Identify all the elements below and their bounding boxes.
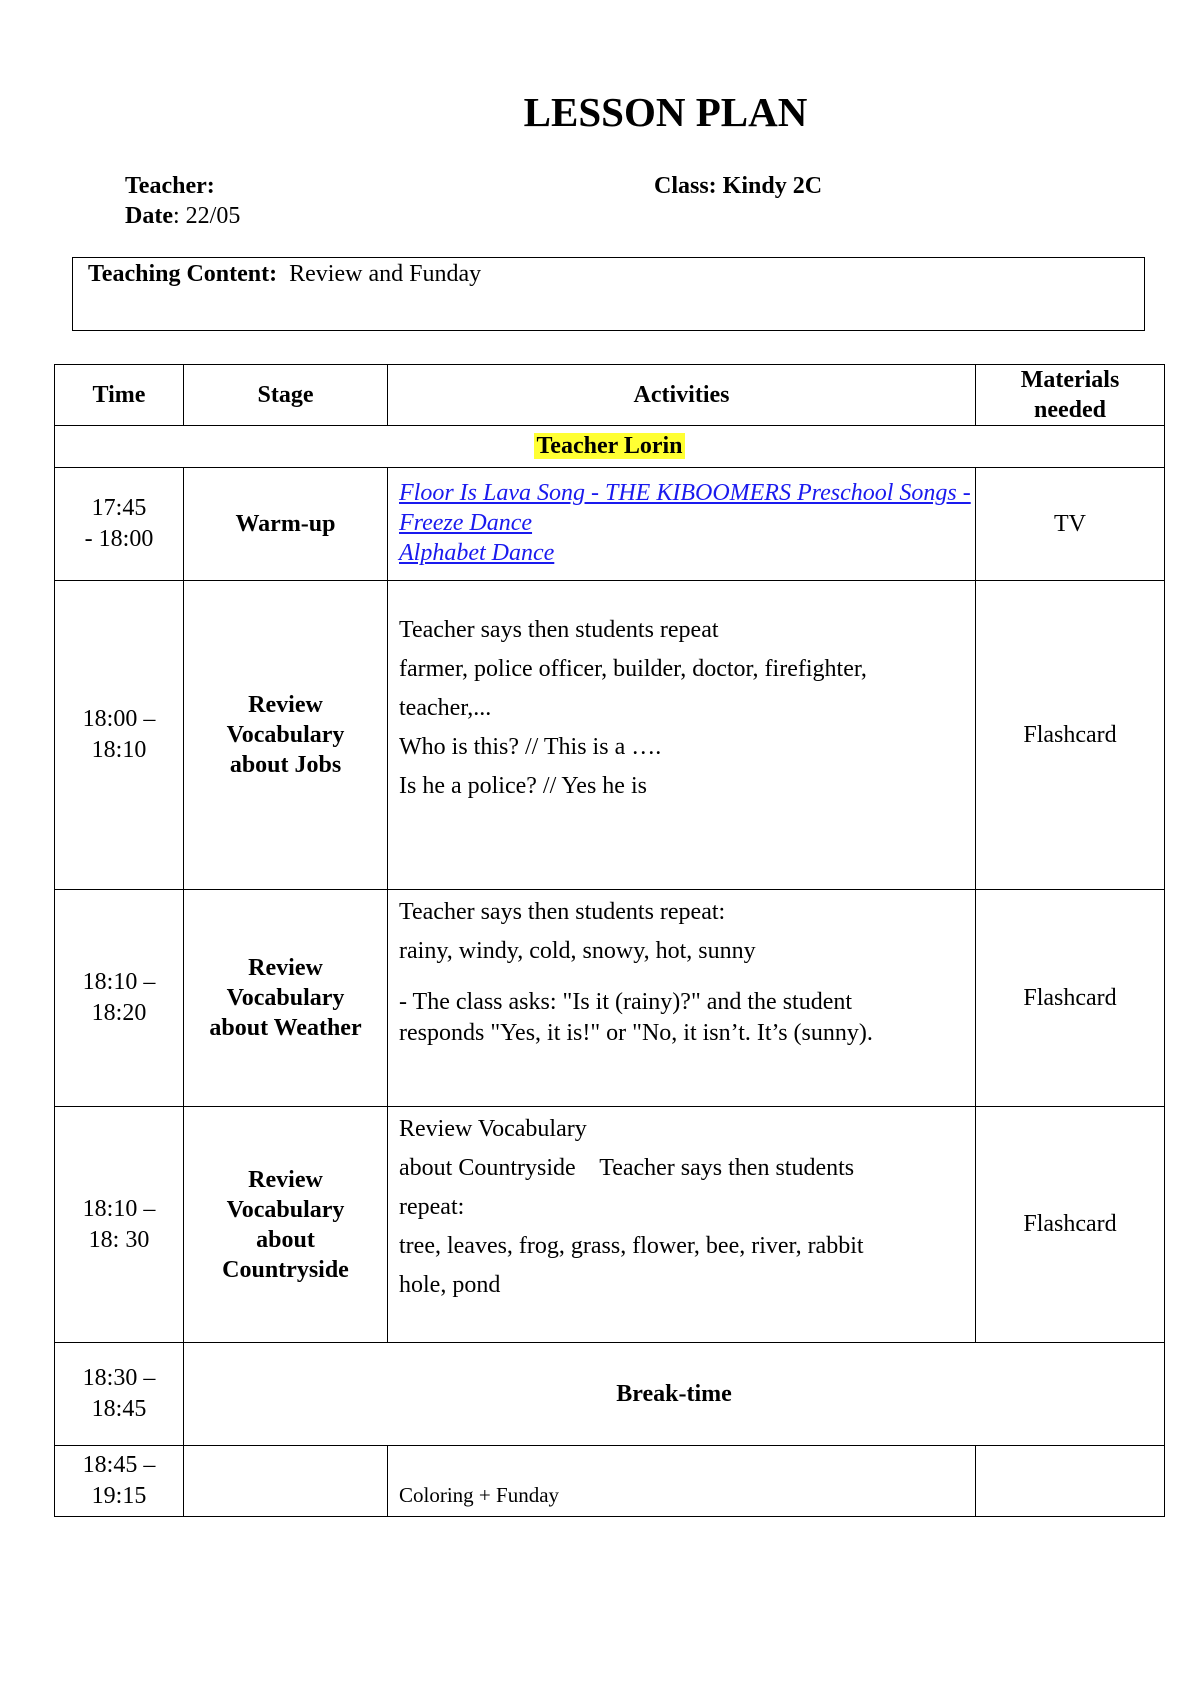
teacher-row-cell	[55, 426, 1165, 468]
stage-cell	[184, 890, 388, 1107]
time-start: 18:30 –	[82, 1365, 156, 1391]
stage-line: about	[256, 1226, 315, 1253]
header-materials-line2: needed	[1034, 397, 1106, 423]
stage-cell	[184, 581, 388, 890]
video-link-floor-is-lava[interactable]: Floor Is Lava Song - THE KIBOOMERS Preschool Songs - Freeze Dance	[399, 480, 971, 536]
time-start: 17:45	[91, 495, 147, 521]
activity-line: repeat:	[399, 1194, 465, 1220]
time-cell	[55, 1343, 184, 1446]
activities-cell: Coloring + Funday	[388, 1446, 976, 1517]
time-end: 19:15	[91, 1483, 147, 1509]
header-row	[55, 365, 1165, 426]
materials-cell: Flashcard	[976, 890, 1165, 1107]
time-cell	[55, 468, 184, 581]
activities-cell	[388, 581, 976, 890]
date-field	[125, 203, 240, 230]
activities-cell	[388, 890, 976, 1107]
materials-cell: Flashcard	[976, 1107, 1165, 1343]
time-cell	[55, 890, 184, 1107]
header-activities: Activities	[388, 365, 976, 426]
lesson-table	[54, 364, 1165, 1517]
header-stage: Stage	[184, 365, 388, 426]
table-row	[55, 1107, 1165, 1343]
page-title: LESSON PLAN	[523, 89, 808, 135]
stage-line: Review	[248, 1166, 323, 1193]
materials-cell: Flashcard	[976, 581, 1165, 890]
activities-cell	[388, 468, 976, 581]
time-cell	[55, 1107, 184, 1343]
activity-line: Is he a police? // Yes he is	[399, 773, 647, 799]
time-start: 18:45 –	[82, 1452, 156, 1478]
table-row	[55, 1343, 1165, 1446]
materials-cell: TV	[976, 468, 1165, 581]
time-end: 18:45	[91, 1396, 147, 1422]
stage-line: Review	[248, 955, 323, 981]
activities-cell	[388, 1107, 976, 1343]
activity-line: teacher,...	[399, 695, 492, 721]
teacher-label: Teacher:	[125, 173, 215, 199]
time-end: 18: 30	[88, 1226, 150, 1253]
teaching-content-value: Review and Funday	[289, 261, 482, 287]
time-start: 18:10 –	[82, 1195, 156, 1222]
date-value: : 22/05	[172, 203, 241, 229]
activity-line: about Countryside Teacher says then students	[399, 1155, 855, 1181]
teaching-content-label: Teaching Content:	[88, 261, 278, 287]
stage-line: Vocabulary	[226, 722, 345, 748]
activity-line: farmer, police officer, builder, doctor, firefighter,	[399, 656, 867, 682]
table-row	[55, 890, 1165, 1107]
activity-line: tree, leaves, frog, grass, flower, bee, river, rabbit	[399, 1233, 864, 1259]
activity-line: - The class asks: "Is it (rainy)?" and the student	[399, 989, 853, 1015]
class-label: Class:	[654, 173, 717, 199]
activity-line: hole, pond	[399, 1272, 501, 1298]
teacher-name-highlight: Teacher Lorin	[536, 433, 683, 459]
activity-line: Review Vocabulary	[399, 1116, 587, 1142]
time-end: 18:10	[91, 737, 147, 763]
activity-line: Who is this? // This is a ….	[399, 734, 662, 760]
stage-line: about Jobs	[229, 752, 342, 778]
video-link-alphabet-dance[interactable]: Alphabet Dance	[399, 540, 555, 566]
activity-line: rainy, windy, cold, snowy, hot, sunny	[399, 938, 756, 964]
table-row	[55, 1446, 1165, 1517]
stage-cell: Warm-up	[184, 468, 388, 581]
stage-line: Vocabulary	[226, 985, 345, 1011]
stage-cell	[184, 1107, 388, 1343]
header-time: Time	[55, 365, 184, 426]
class-field	[654, 173, 822, 200]
table-row	[55, 581, 1165, 890]
teacher-field	[125, 173, 215, 200]
time-end: - 18:00	[84, 526, 154, 552]
header-materials	[976, 365, 1165, 426]
stage-line: Review	[248, 692, 323, 718]
teacher-row	[55, 426, 1165, 468]
time-cell	[55, 1446, 184, 1517]
activity-line: Teacher says then students repeat	[399, 617, 719, 643]
stage-cell	[184, 1446, 388, 1517]
break-time-cell: Break-time	[184, 1343, 1165, 1446]
activity-line: responds "Yes, it is!" or "No, it isn’t. It’s (sunny).	[399, 1020, 873, 1046]
activity-line: Teacher says then students repeat:	[399, 899, 726, 925]
materials-cell	[976, 1446, 1165, 1517]
stage-line: about Weather	[209, 1015, 362, 1041]
date-label: Date	[125, 203, 173, 229]
time-start: 18:00 –	[82, 706, 156, 732]
header-materials-line1: Materials	[1020, 367, 1120, 393]
stage-line: Vocabulary	[226, 1196, 345, 1223]
stage-line: Countryside	[222, 1256, 349, 1283]
time-start: 18:10 –	[82, 969, 156, 995]
table-row	[55, 468, 1165, 581]
time-end: 18:20	[91, 1000, 147, 1026]
time-cell	[55, 581, 184, 890]
class-value: Kindy 2C	[722, 173, 823, 199]
teaching-content-box	[72, 257, 1145, 331]
